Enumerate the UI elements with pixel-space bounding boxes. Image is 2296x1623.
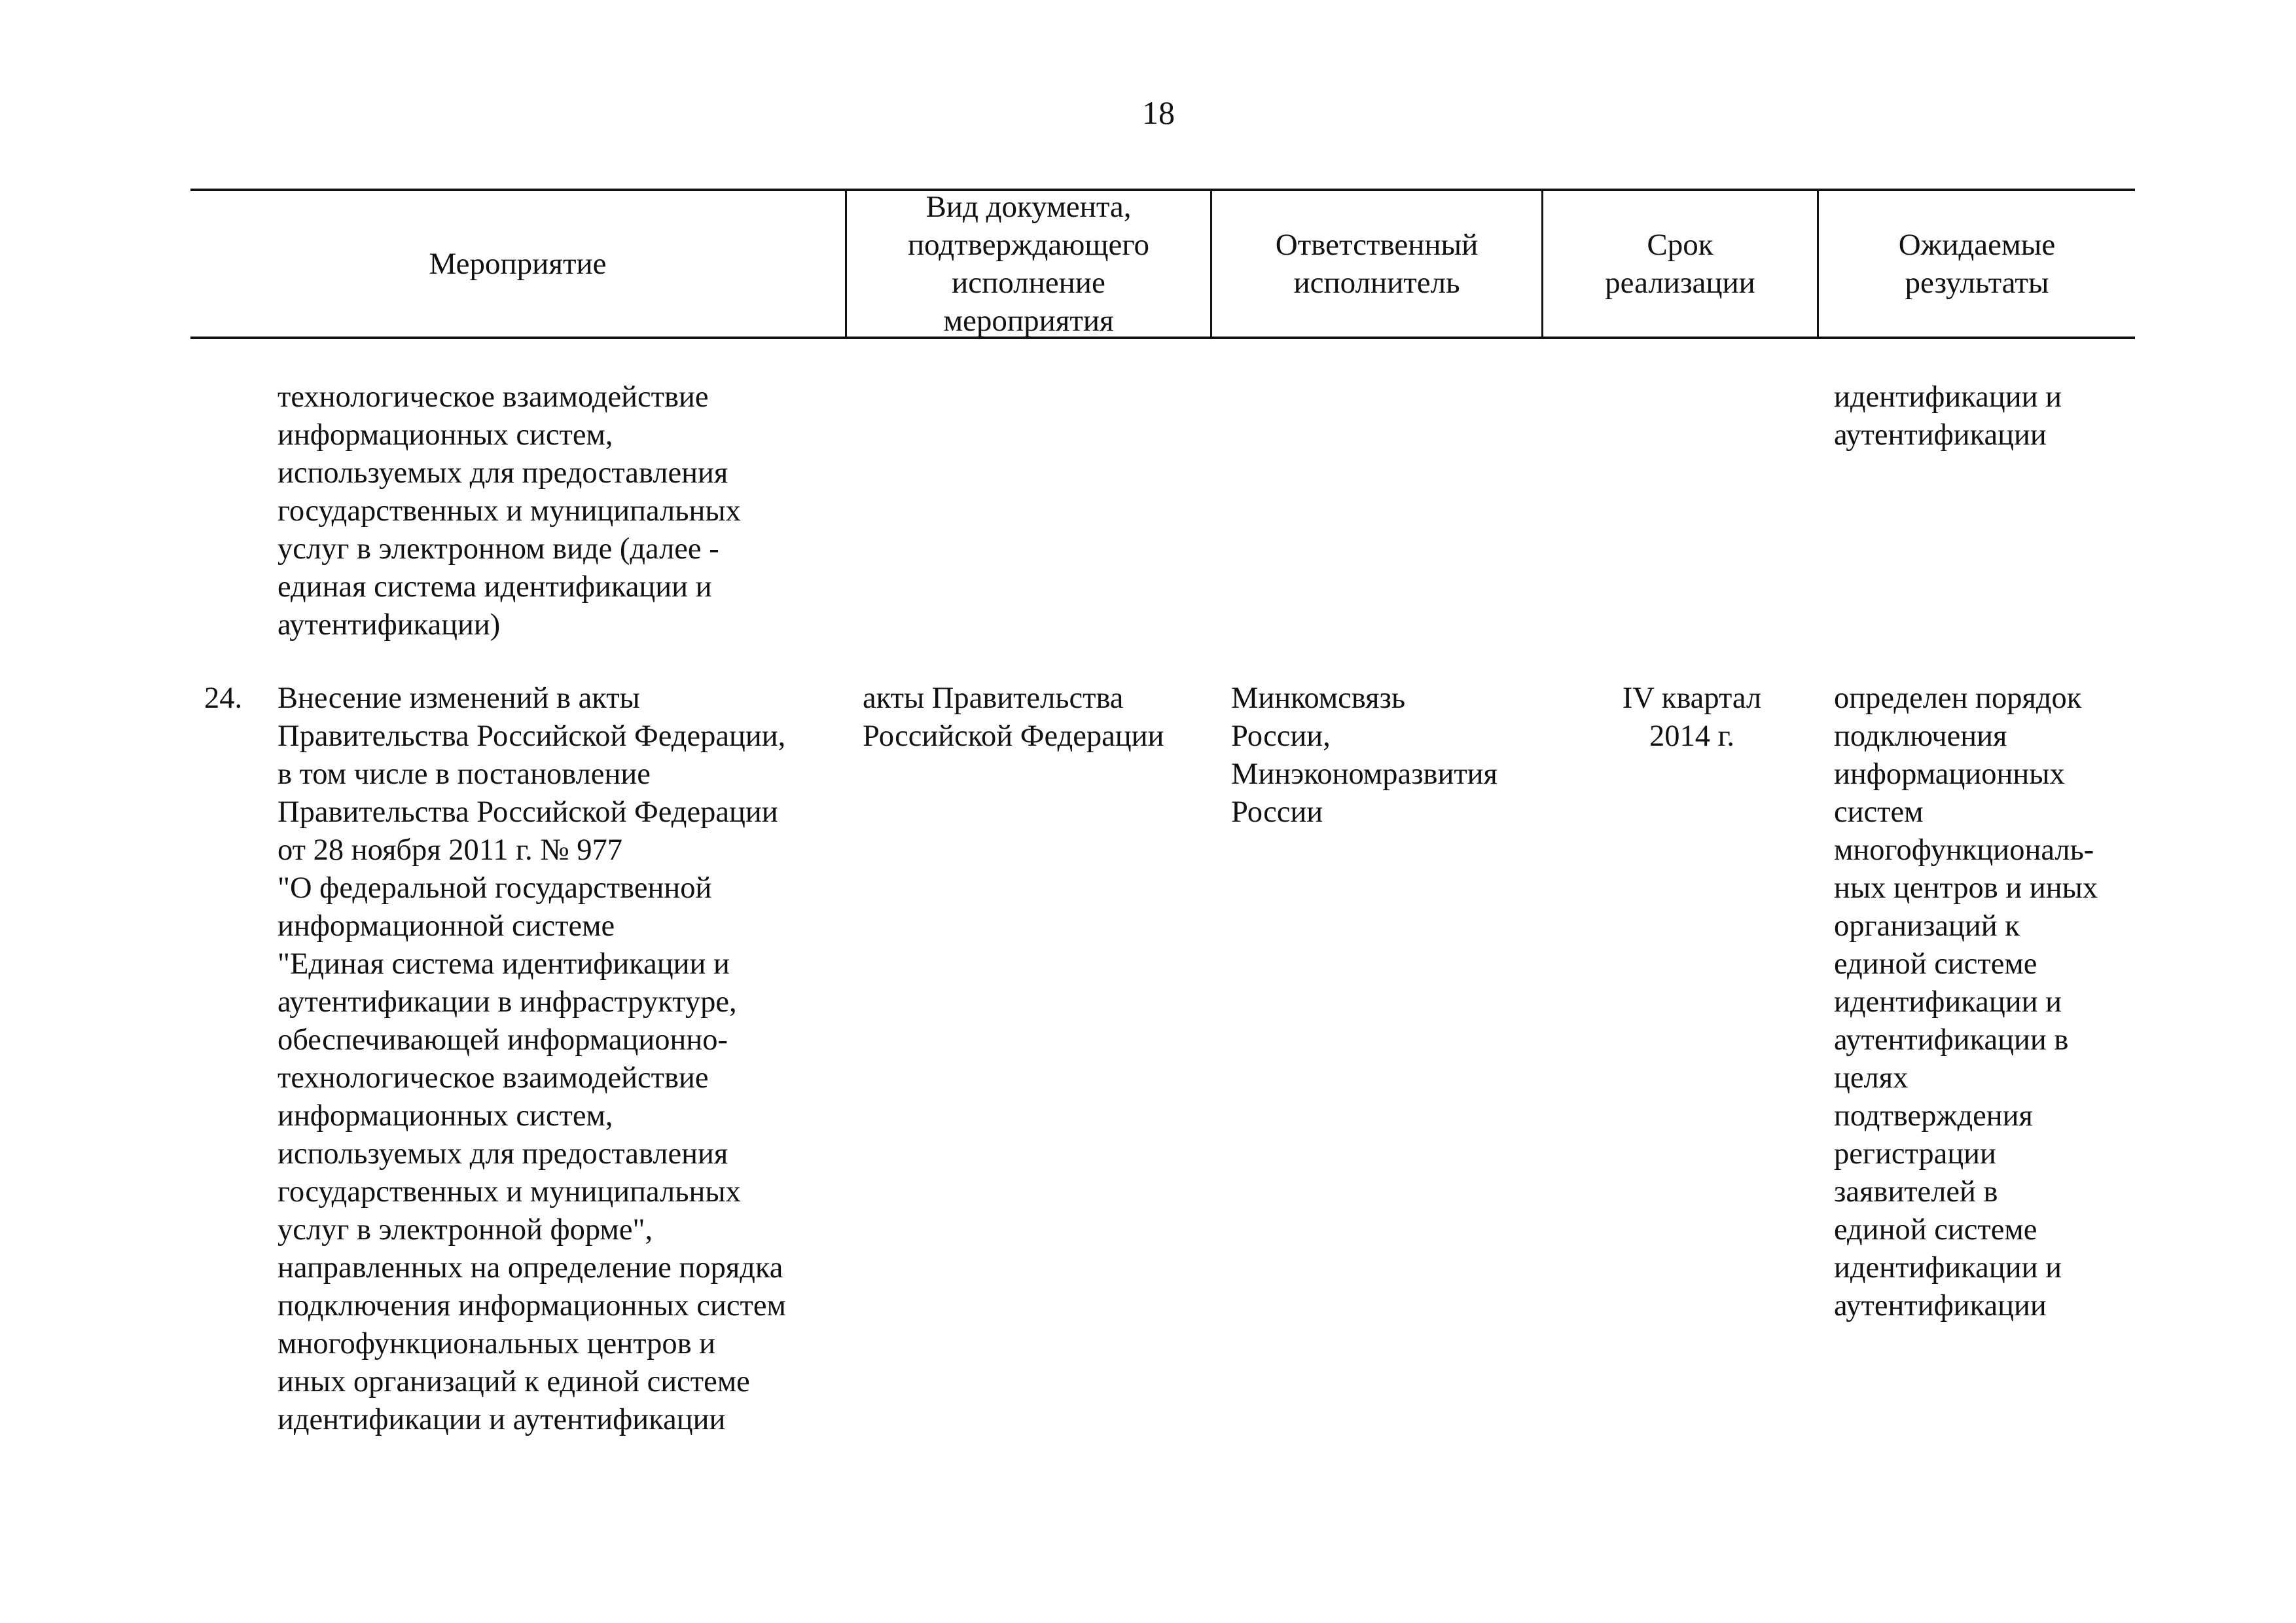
header-deadline: Срок реализации — [1541, 191, 1817, 337]
header-event: Мероприятие — [429, 247, 607, 281]
row-event-text: Внесение изменений в акты Правительства Российской Федерации, в том числе в постановление Правительства Российской Федерации от 28 ноября 2011 г. № 977 "О федеральной государственной информационной системе "Единая система идентификации и аутентификации в инфраструктуре, обеспечивающей информационно- технологическое взаимодействие информационных систем, используемых для предоставления государственных и муниципальных услуг в электронной форме", направленных на определение порядка подключения информационных систем многофункциональных центров и иных организаций к единой системе идентификации и аутентификации — [278, 682, 786, 1436]
row-deadline-text: IV квартал 2014 г. — [1622, 682, 1762, 753]
header-document: Вид документа, подтверждающего исполнение мероприятия — [845, 191, 1210, 337]
header-results: Ожидаемые результаты — [1817, 191, 2135, 337]
row-document-text: акты Правительства Российской Федерации — [863, 682, 1164, 753]
row-executor-text: Минкомсвязь России, Минэкономразвития России — [1231, 682, 1498, 829]
continuation-event-text: технологическое взаимодействие информационных систем, используемых для предоставления государственных и муниципальных услуг в электронном виде (далее - единая система идентификации и аутентификации) — [278, 380, 741, 642]
continuation-results-text: идентификации и аутентификации — [1834, 380, 2062, 452]
table-header — [190, 189, 2135, 339]
row-results-text: определен порядок подключения информационных систем многофункциональ- ных центров и иных организаций к единой системе идентификации и аутентификации в целях подтверждения регистрации заявителей в единой системе идентификации и аутентификации — [1834, 682, 2098, 1322]
row-number: 24. — [204, 682, 243, 715]
page-number: 18 — [1142, 94, 1175, 131]
header-executor: Ответственный исполнитель — [1210, 191, 1541, 337]
